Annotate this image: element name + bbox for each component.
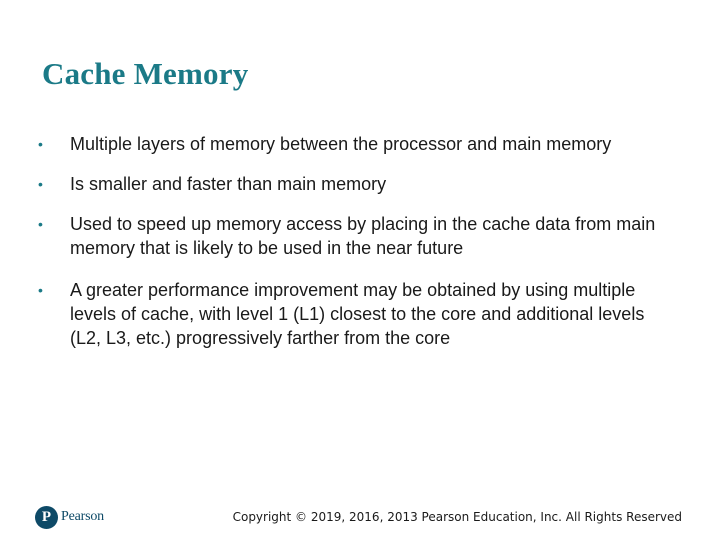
pearson-wordmark: Pearson [61,509,104,524]
bullet-dot: • [38,282,43,298]
pearson-logo-icon: P [35,506,58,529]
bullet-text: Used to speed up memory access by placing in the cache data from main memory that is likely to be used in the near future [70,214,656,258]
bullet-dot: • [38,176,43,192]
pearson-logo [35,505,104,529]
bullet-dot: • [38,216,43,232]
copyright-notice: Copyright © 2019, 2016, 2013 Pearson Education, Inc. All Rights Reserved [232,510,682,524]
bullet-text: A greater performance improvement may be obtained by using multiple levels of cache, with level 1 (L1) closest to the core and additional levels (L2, L3, etc.) progressively farther from the core [70,280,645,348]
bullet-item [38,212,678,260]
bullet-item [38,172,678,196]
bullet-text: Is smaller and faster than main memory [70,174,387,194]
bullet-dot: • [38,136,43,152]
bullet-item [38,278,678,350]
bullet-list [38,132,678,350]
slide-title: Cache Memory [42,56,249,91]
bullet-text: Multiple layers of memory between the processor and main memory [70,134,612,154]
bullet-item [38,132,678,156]
